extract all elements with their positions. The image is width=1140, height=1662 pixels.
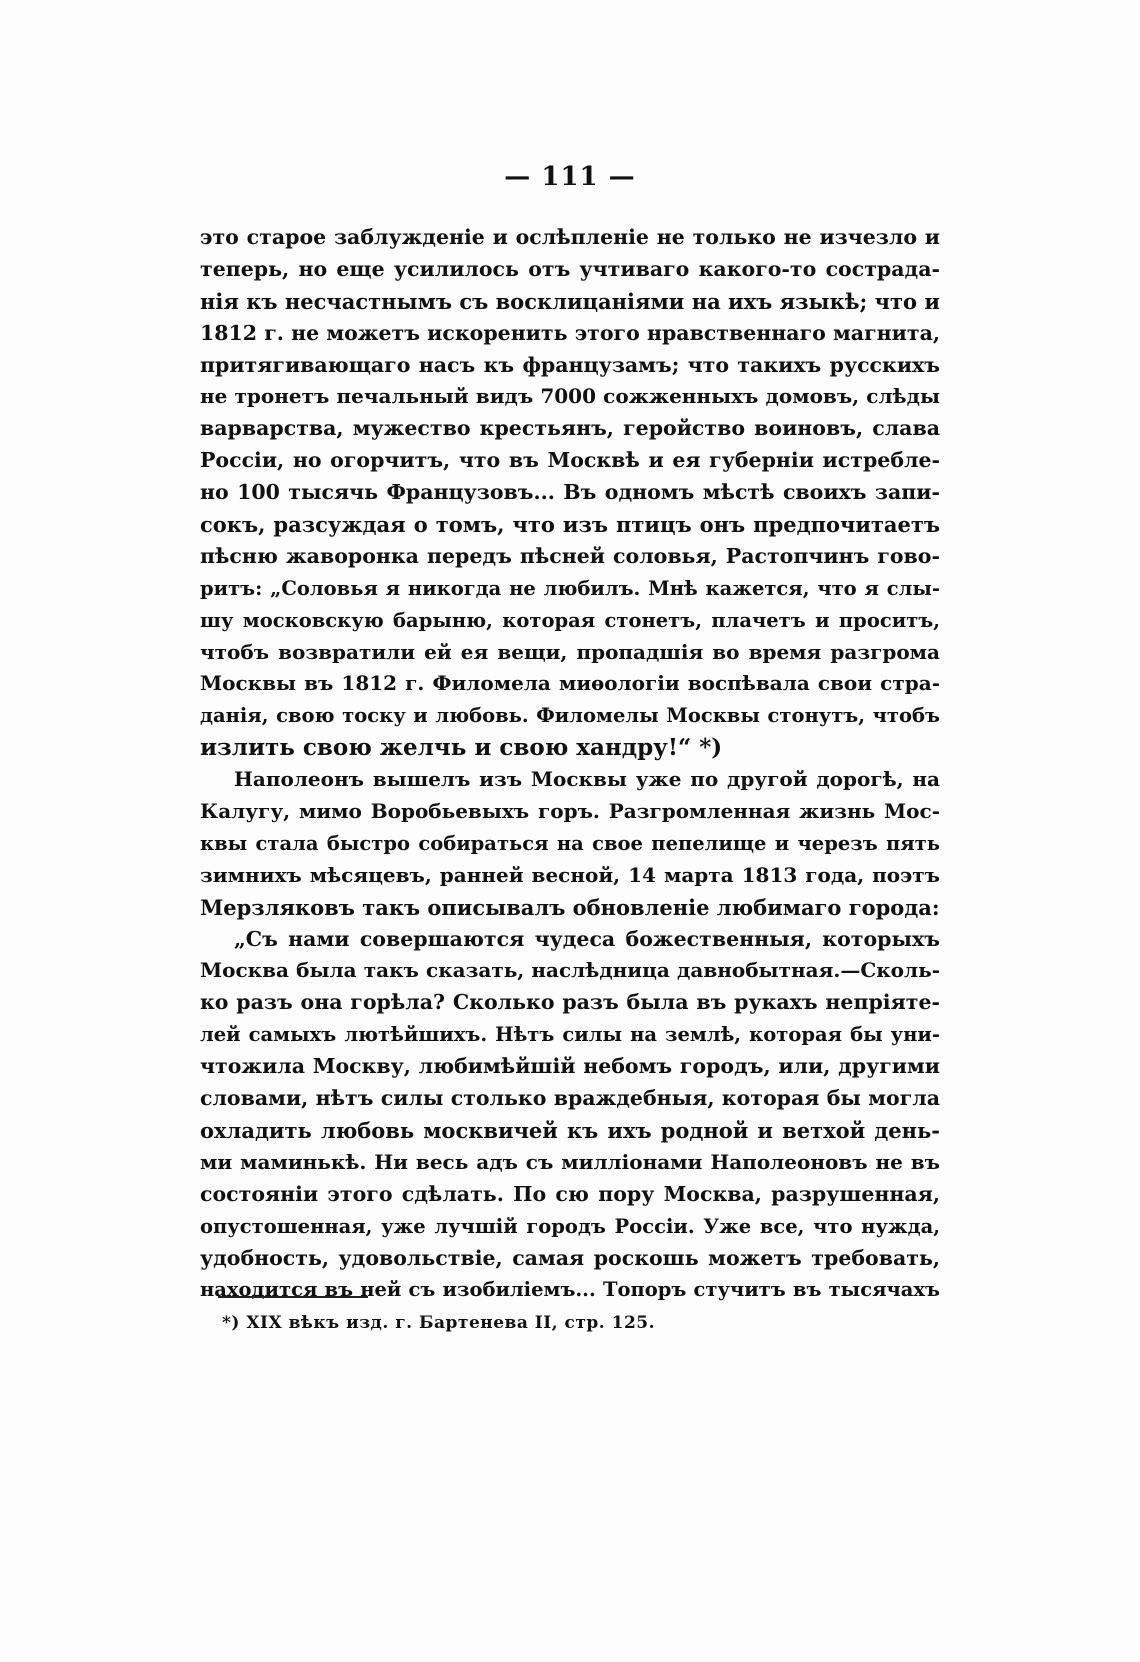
footnote: *) XIX вѣкъ изд. г. Бартенева II, стр. 125. [222,1313,656,1333]
text-line: это старое заблужденіе и ослѣпленіе не только не изчезло и [200,225,940,249]
text-line: не тронетъ печальный видъ 7000 сожженныхъ домовъ, слѣды [200,384,940,409]
text-line: лей самыхъ лютѣйшихъ. Нѣтъ силы на землѣ, которая бы уни- [200,1023,940,1047]
text-line: Наполеонъ вышелъ изъ Москвы уже по другой дорогѣ, на [234,767,940,792]
text-line: Россіи, но огорчитъ, что въ Москвѣ и ея губерніи истребле- [200,448,940,473]
text-line: опустошенная, уже лучшій городъ Россіи. Уже все, что нужда, [200,1214,940,1238]
text-line: теперь, но еще усилилось отъ учтиваго какого-то сострада- [200,256,940,281]
text-line: данія, свою тоску и любовь. Филомелы Москвы стонутъ, чтобъ [200,704,940,728]
text-line: „Съ нами совершаются чудеса божественныя, которыхъ [234,926,940,951]
text-line: варварства, мужество крестьянъ, геройство воиновъ, слава [200,416,940,441]
text-line: Калугу, мимо Воробьевыхъ горъ. Разгромленная жизнь Мос- [200,799,940,824]
text-line: ми маминькѣ. Ни весь адъ съ милліонами Наполеоновъ не въ [200,1149,940,1174]
text-line: пѣсню жаворонка передъ пѣсней соловья, Растопчинъ гово- [200,543,940,568]
text-line: Москва была такъ сказать, наслѣдница давнобытная.—Сколь- [200,958,940,983]
text-line: излить свою желчь и свою хандру!“ *) [200,734,723,762]
text-line: чтобъ возвратили ей ея вещи, пропадшія во время разгрома [200,639,940,664]
text-line: притягивающаго насъ къ французамъ; что такихъ русскихъ [200,352,940,377]
text-line: зимнихъ мѣсяцевъ, ранней весной, 14 марта 1813 года, поэтъ [200,862,940,887]
text-line: удобность, удовольствіе, самая роскошь можетъ требовать, [200,1245,940,1270]
text-line: квы стала быстро собираться на свое пепелище и черезъ пять [200,831,940,855]
text-line: 1812 г. не можетъ искоренить этого нравственнаго магнита, [200,320,940,345]
text-line: Мерзляковъ такъ описывалъ обновленіе любимаго города: [200,894,940,920]
text-line: шу московскую барыню, которая стонетъ, плачетъ и проситъ, [200,608,940,632]
text-line: Москвы въ 1812 г. Филомела миѳологіи воспѣвала свои стра- [200,671,940,696]
text-line: находится въ ней съ изобиліемъ... Топоръ стучитъ въ тысячахъ [200,1278,940,1302]
text-line: охладить любовь москвичей къ ихъ родной и ветхой день- [200,1117,940,1143]
text-line: но 100 тысячь Французовъ... Въ одномъ мѣстѣ своихъ запи- [200,480,940,505]
page-number: — 111 — [504,162,636,192]
text-line: ритъ: „Соловья я никогда не любилъ. Мнѣ кажется, что я слы- [200,576,940,600]
text-line: словами, нѣтъ силы столько враждебныя, которая бы могла [200,1086,940,1111]
text-line: ко разъ она горѣла? Сколько разъ была въ рукахъ непріяте- [200,990,940,1015]
text-line: нія къ несчастнымъ съ восклицаніями на ихъ языкѣ; что и [200,288,940,314]
text-line: сокъ, разсуждая о томъ, что изъ птицъ онъ предпочитаетъ [200,512,940,538]
footnote-divider [218,1296,368,1298]
body-text [200,222,940,1306]
text-line: состояніи этого сдѣлать. По сю пору Москва, разрушенная, [200,1181,940,1206]
text-line: чтожила Москву, любимѣйшій небомъ городъ, или, другими [200,1054,940,1079]
